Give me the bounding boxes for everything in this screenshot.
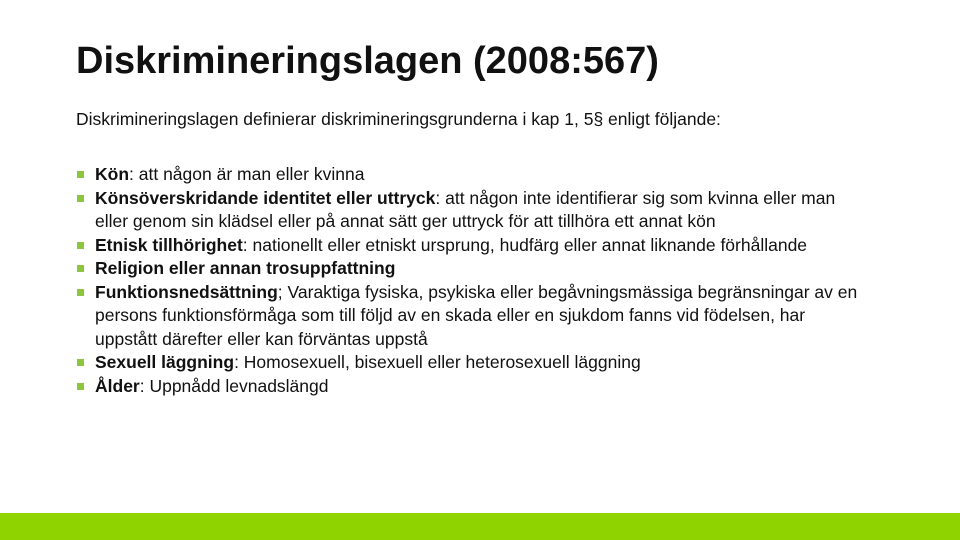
bullet-term: Funktionsnedsättning bbox=[95, 281, 278, 302]
square-bullet-icon bbox=[77, 265, 84, 272]
bullet-item-religion bbox=[76, 257, 866, 281]
bullet-text: : Uppnådd levnadslängd bbox=[139, 375, 329, 396]
bullet-item-etnisk bbox=[76, 234, 866, 258]
square-bullet-icon bbox=[77, 289, 84, 296]
bullet-term: Könsöverskridande identitet eller uttryck bbox=[95, 187, 436, 208]
bullet-item-konsoverskridande bbox=[76, 187, 866, 234]
square-bullet-icon bbox=[77, 359, 84, 366]
bullet-text: : nationellt eller etniskt ursprung, hudfärg eller annat liknande förhållande bbox=[242, 234, 808, 255]
bullet-item-alder bbox=[76, 375, 866, 399]
intro-text: Diskrimineringslagen definierar diskrimineringsgrunderna i kap 1, 5§ enligt följande: bbox=[76, 109, 721, 129]
bullet-item-sexuell-laggning bbox=[76, 351, 866, 375]
bullet-term: Ålder bbox=[95, 375, 140, 396]
bullet-list bbox=[76, 163, 866, 398]
bullet-term: Kön bbox=[95, 164, 130, 184]
bullet-item-kon bbox=[76, 163, 866, 187]
bullet-text: : att någon inte identifierar sig som kvinna eller man eller genom sin klädsel eller på annat sätt ger uttryck för att tillhöra ett annat kön bbox=[95, 187, 836, 231]
square-bullet-icon bbox=[77, 195, 84, 202]
footer-accent-bar bbox=[0, 513, 960, 540]
bullet-term: Etnisk tillhörighet bbox=[95, 234, 243, 255]
bullet-item-funktionsnedsattning bbox=[76, 281, 866, 352]
bullet-text: : Homosexuell, bisexuell eller heterosexuell läggning bbox=[234, 352, 641, 372]
bullet-text: ; Varaktiga fysiska, psykiska eller begåvningsmässiga begränsningar av en persons funktionsförmåga som till följd av en skada eller en sjukdom fanns vid födelsen, har uppstått därefter eller kan förväntas uppstå bbox=[95, 281, 858, 349]
square-bullet-icon bbox=[77, 171, 84, 178]
square-bullet-icon bbox=[77, 383, 84, 390]
square-bullet-icon bbox=[77, 242, 84, 249]
slide-title: Diskrimineringslagen (2008:567) bbox=[76, 40, 659, 82]
bullet-term: Religion eller annan trosuppfattning bbox=[95, 258, 396, 278]
bullet-term: Sexuell läggning bbox=[95, 352, 235, 372]
bullet-text: : att någon är man eller kvinna bbox=[129, 164, 365, 184]
